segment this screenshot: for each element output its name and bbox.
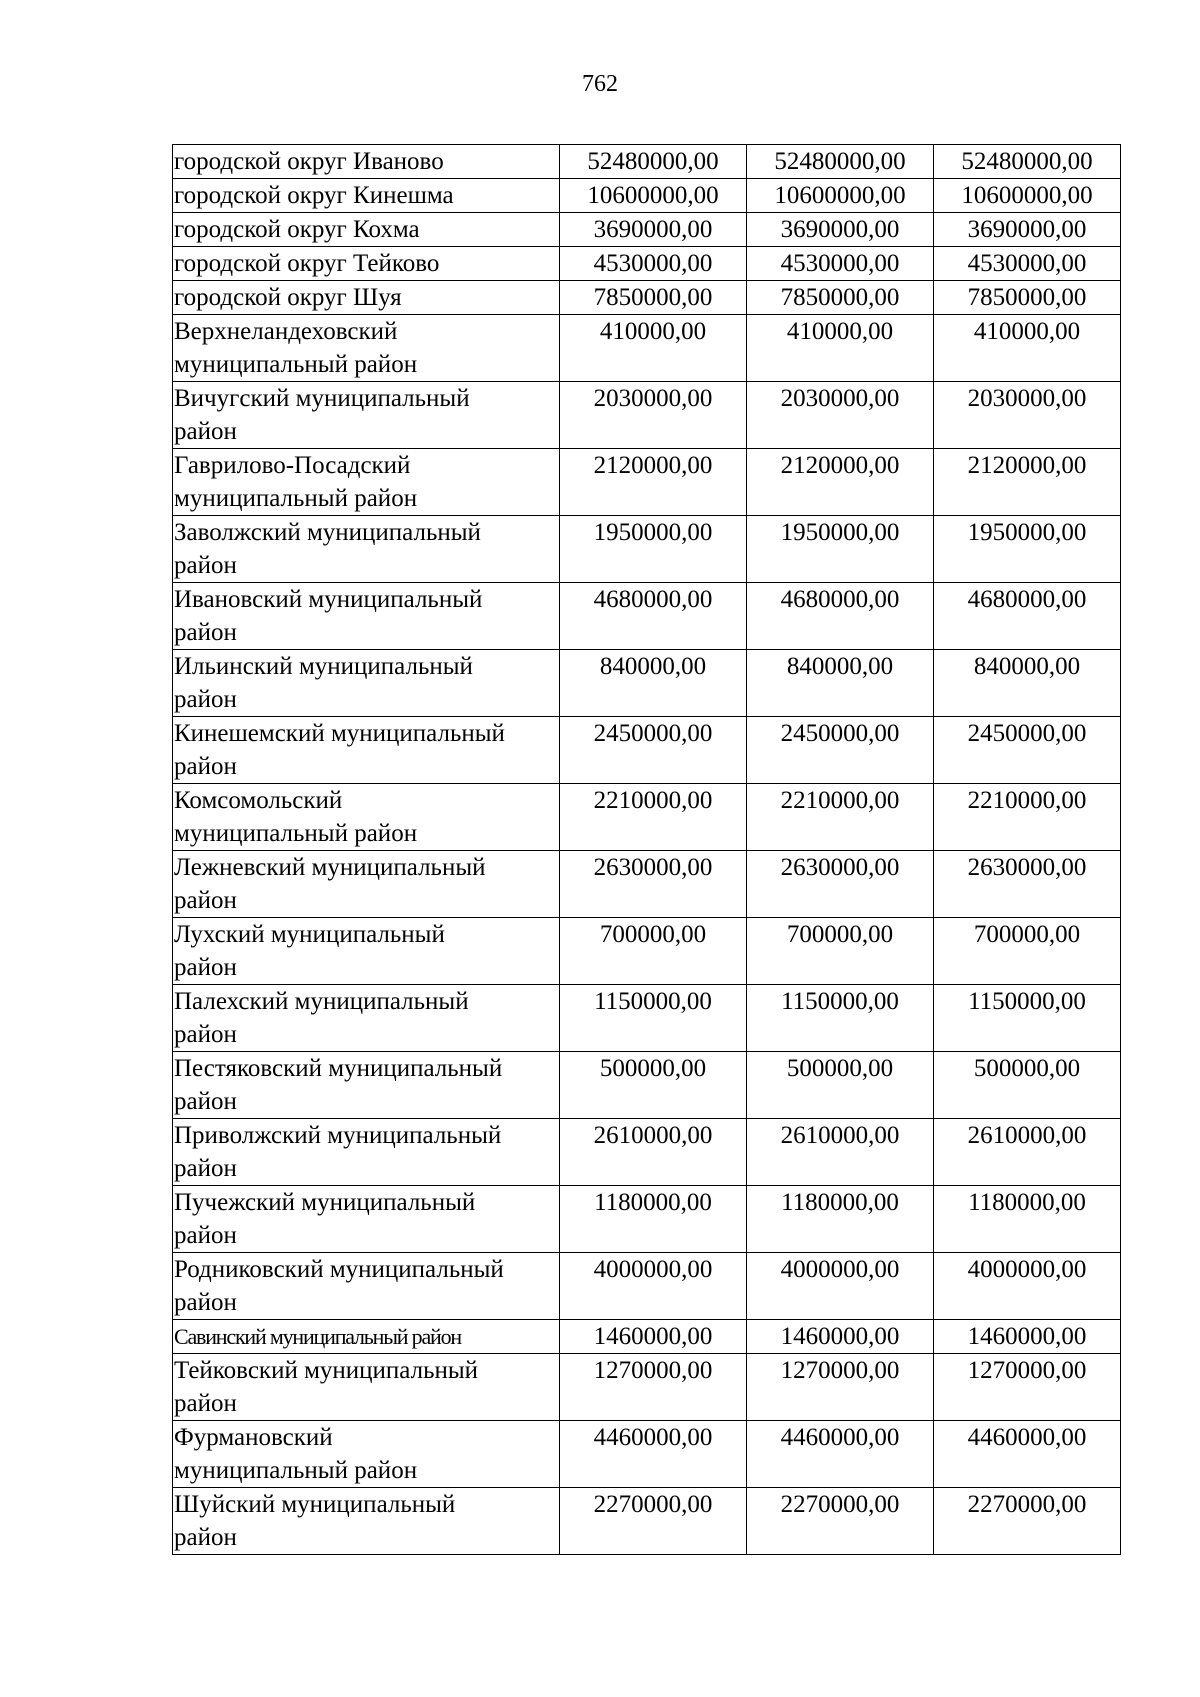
municipality-name: Савинский муниципальный район	[174, 1324, 461, 1349]
table-row	[173, 382, 1121, 449]
municipality-name: Ильинский муниципальный	[174, 653, 473, 680]
amount-cell: 4460000,00	[934, 1421, 1121, 1488]
municipality-name: район	[174, 1289, 237, 1316]
municipality-name-cell	[173, 179, 560, 213]
amount-cell: 410000,00	[934, 315, 1121, 382]
table-row	[173, 1119, 1121, 1186]
amount-cell: 2610000,00	[934, 1119, 1121, 1186]
municipality-name-cell	[173, 145, 560, 179]
amount-cell: 10600000,00	[560, 179, 747, 213]
municipality-name: Заволжский муниципальный	[174, 519, 481, 546]
amount-cell: 3690000,00	[560, 213, 747, 247]
amount-cell: 840000,00	[560, 650, 747, 717]
table-row	[173, 145, 1121, 179]
municipality-name-cell	[173, 784, 560, 851]
amount-cell: 7850000,00	[560, 281, 747, 315]
amount-cell: 4460000,00	[747, 1421, 934, 1488]
amount-cell: 2610000,00	[747, 1119, 934, 1186]
municipality-name: Верхнеландеховский	[174, 318, 398, 345]
municipality-name: Родниковский муниципальный	[174, 1256, 504, 1283]
municipality-name: район	[174, 418, 237, 445]
amount-cell: 4680000,00	[747, 583, 934, 650]
amount-cell: 4680000,00	[934, 583, 1121, 650]
amount-cell: 3690000,00	[934, 213, 1121, 247]
amount-cell: 52480000,00	[560, 145, 747, 179]
municipality-name: район	[174, 686, 237, 713]
municipality-name-cell	[173, 1052, 560, 1119]
municipality-name-cell	[173, 1421, 560, 1488]
municipality-name-cell	[173, 281, 560, 315]
municipality-name: муниципальный район	[174, 1457, 418, 1484]
amount-cell: 10600000,00	[934, 179, 1121, 213]
amount-cell: 2450000,00	[934, 717, 1121, 784]
amount-cell: 7850000,00	[747, 281, 934, 315]
amount-cell: 2450000,00	[747, 717, 934, 784]
table-row	[173, 179, 1121, 213]
amount-cell: 2120000,00	[934, 449, 1121, 516]
municipality-name-cell	[173, 247, 560, 281]
municipality-name: район	[174, 1021, 237, 1048]
amount-cell: 4000000,00	[934, 1253, 1121, 1320]
municipality-name: городской округ Кохма	[174, 216, 420, 243]
amount-cell: 1180000,00	[560, 1186, 747, 1253]
municipality-name: район	[174, 1155, 237, 1182]
municipality-name-cell	[173, 449, 560, 516]
amount-cell: 1150000,00	[560, 985, 747, 1052]
municipality-name-cell	[173, 1119, 560, 1186]
amount-cell: 1270000,00	[560, 1354, 747, 1421]
municipality-name: городской округ Иваново	[174, 148, 444, 175]
amount-cell: 2120000,00	[747, 449, 934, 516]
amount-cell: 500000,00	[560, 1052, 747, 1119]
amount-cell: 2270000,00	[560, 1488, 747, 1555]
amount-cell: 1460000,00	[934, 1320, 1121, 1354]
municipality-name: район	[174, 619, 237, 646]
municipality-name-cell	[173, 382, 560, 449]
municipality-name: муниципальный район	[174, 820, 418, 847]
amount-cell: 1270000,00	[934, 1354, 1121, 1421]
municipality-name: Тейковский муниципальный	[174, 1357, 479, 1384]
table-row	[173, 985, 1121, 1052]
table-row	[173, 1320, 1121, 1354]
amount-cell: 52480000,00	[934, 145, 1121, 179]
municipality-name: Вичугский муниципальный	[174, 385, 470, 412]
amount-cell: 840000,00	[747, 650, 934, 717]
municipality-name-cell	[173, 213, 560, 247]
municipality-name: район	[174, 887, 237, 914]
amount-cell: 52480000,00	[747, 145, 934, 179]
municipality-name: Пестяковский муниципальный	[174, 1055, 503, 1082]
amount-cell: 1150000,00	[747, 985, 934, 1052]
municipality-name: Кинешемский муниципальный	[174, 720, 505, 747]
amount-cell: 2450000,00	[560, 717, 747, 784]
amount-cell: 2610000,00	[560, 1119, 747, 1186]
municipality-name: Палехский муниципальный	[174, 988, 469, 1015]
page-number: 762	[582, 71, 618, 97]
table-row	[173, 213, 1121, 247]
amount-cell: 4530000,00	[934, 247, 1121, 281]
amount-cell: 700000,00	[934, 918, 1121, 985]
amount-cell: 4000000,00	[560, 1253, 747, 1320]
table-row	[173, 1421, 1121, 1488]
table-row	[173, 918, 1121, 985]
municipality-name: район	[174, 1088, 237, 1115]
municipality-name: район	[174, 1524, 237, 1551]
municipality-name: Пучежский муниципальный	[174, 1189, 476, 1216]
amount-cell: 700000,00	[560, 918, 747, 985]
municipality-name: район	[174, 1222, 237, 1249]
municipality-name-cell	[173, 985, 560, 1052]
municipality-name-cell	[173, 583, 560, 650]
amount-cell: 1950000,00	[934, 516, 1121, 583]
amount-cell: 3690000,00	[747, 213, 934, 247]
municipality-name: муниципальный район	[174, 485, 418, 512]
amount-cell: 1460000,00	[560, 1320, 747, 1354]
municipality-name: городской округ Тейково	[174, 250, 440, 277]
municipality-name: городской округ Кинешма	[174, 182, 454, 209]
municipality-name-cell	[173, 1320, 560, 1354]
amount-cell: 500000,00	[934, 1052, 1121, 1119]
table-row	[173, 1354, 1121, 1421]
municipality-name: район	[174, 954, 237, 981]
amount-cell: 1950000,00	[747, 516, 934, 583]
table-body	[173, 145, 1121, 1555]
municipality-name-cell	[173, 918, 560, 985]
amount-cell: 10600000,00	[747, 179, 934, 213]
table-row	[173, 717, 1121, 784]
amount-cell: 410000,00	[747, 315, 934, 382]
amount-cell: 7850000,00	[934, 281, 1121, 315]
municipality-name-cell	[173, 851, 560, 918]
amount-cell: 1150000,00	[934, 985, 1121, 1052]
municipality-name-cell	[173, 1488, 560, 1555]
municipality-name: Фурмановский	[174, 1424, 333, 1451]
amount-cell: 2210000,00	[934, 784, 1121, 851]
table-row	[173, 1186, 1121, 1253]
amount-cell: 2120000,00	[560, 449, 747, 516]
municipality-name: район	[174, 552, 237, 579]
amount-cell: 2210000,00	[560, 784, 747, 851]
table-row	[173, 851, 1121, 918]
municipality-name-cell	[173, 1354, 560, 1421]
municipality-name: район	[174, 1390, 237, 1417]
amount-cell: 1460000,00	[747, 1320, 934, 1354]
amount-cell: 4460000,00	[560, 1421, 747, 1488]
amount-cell: 4680000,00	[560, 583, 747, 650]
amount-cell: 500000,00	[747, 1052, 934, 1119]
table-row	[173, 1253, 1121, 1320]
municipality-name-cell	[173, 717, 560, 784]
amount-cell: 2630000,00	[934, 851, 1121, 918]
table-row	[173, 1488, 1121, 1555]
table-row	[173, 784, 1121, 851]
municipality-name: Гаврилово-Посадский	[174, 452, 411, 479]
municipality-name: Лухский муниципальный	[174, 921, 445, 948]
amount-cell: 840000,00	[934, 650, 1121, 717]
municipality-name: район	[174, 753, 237, 780]
table-row	[173, 449, 1121, 516]
amount-cell: 2030000,00	[560, 382, 747, 449]
amount-cell: 4530000,00	[747, 247, 934, 281]
amount-cell: 2270000,00	[747, 1488, 934, 1555]
amount-cell: 1270000,00	[747, 1354, 934, 1421]
amount-cell: 1950000,00	[560, 516, 747, 583]
amount-cell: 2270000,00	[934, 1488, 1121, 1555]
amount-cell: 4000000,00	[747, 1253, 934, 1320]
table-row	[173, 583, 1121, 650]
municipality-name-cell	[173, 1186, 560, 1253]
municipality-name: Приволжский муниципальный	[174, 1122, 502, 1149]
amount-cell: 1180000,00	[747, 1186, 934, 1253]
municipality-name: Лежневский муниципальный	[174, 854, 486, 881]
table-row	[173, 247, 1121, 281]
table-row	[173, 1052, 1121, 1119]
table-row	[173, 315, 1121, 382]
budget-table	[172, 144, 1121, 1555]
amount-cell: 1180000,00	[934, 1186, 1121, 1253]
municipality-name-cell	[173, 516, 560, 583]
table-row	[173, 281, 1121, 315]
municipality-name: Шуйский муниципальный	[174, 1491, 456, 1518]
table-row	[173, 650, 1121, 717]
municipality-name: Комсомольский	[174, 787, 343, 814]
municipality-name: Ивановский муниципальный	[174, 586, 483, 613]
municipality-name-cell	[173, 315, 560, 382]
municipality-name: муниципальный район	[174, 351, 418, 378]
amount-cell: 2630000,00	[747, 851, 934, 918]
municipality-name: городской округ Шуя	[174, 284, 402, 311]
amount-cell: 4530000,00	[560, 247, 747, 281]
amount-cell: 410000,00	[560, 315, 747, 382]
table-row	[173, 516, 1121, 583]
municipality-name-cell	[173, 1253, 560, 1320]
municipality-name-cell	[173, 650, 560, 717]
amount-cell: 2030000,00	[934, 382, 1121, 449]
amount-cell: 2630000,00	[560, 851, 747, 918]
amount-cell: 700000,00	[747, 918, 934, 985]
amount-cell: 2030000,00	[747, 382, 934, 449]
amount-cell: 2210000,00	[747, 784, 934, 851]
